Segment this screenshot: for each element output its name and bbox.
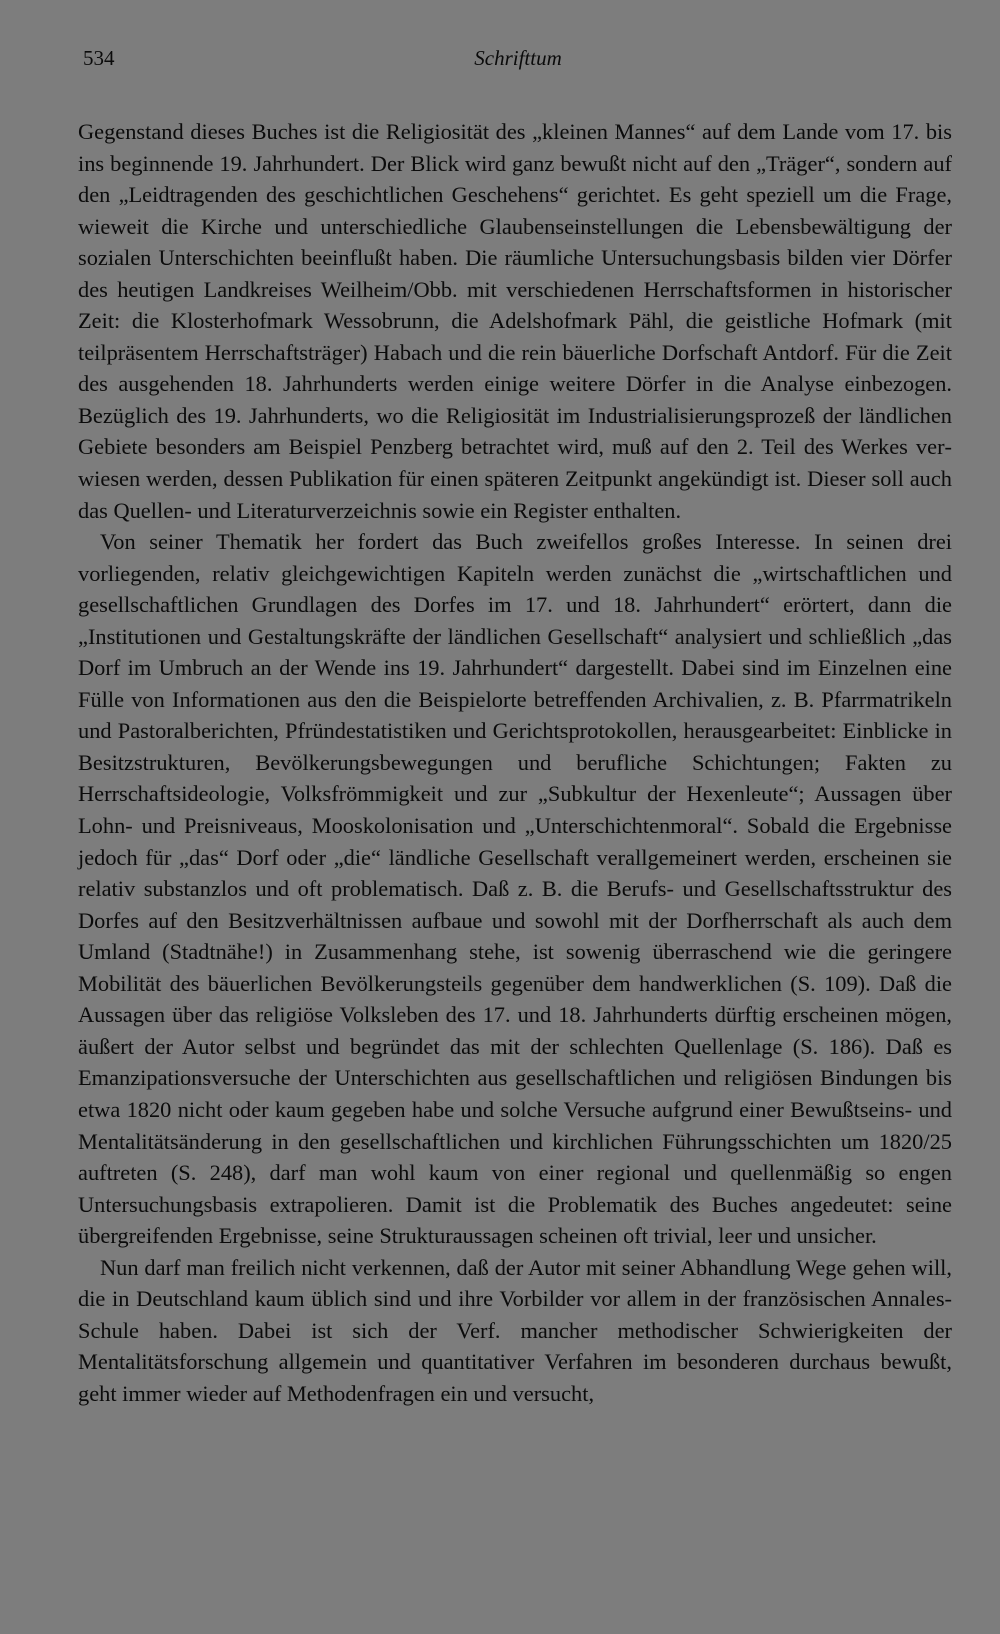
page-header: [83, 46, 953, 78]
paragraph-3: Nun darf man freilich nicht verkennen, daß der Autor mit seiner Abhandlung Wege gehen will, die in Deutschland kaum üblich sind und ihre Vorbilder vor allem in der französischen Annales-Schule haben. Dabei ist sich der Verf. mancher methodischer Schwierigkeiten der Mentalitätsforschung allgemein und quantitativer Verfahren im besonderen durchaus bewußt, geht immer wieder auf Methodenfragen ein und versucht,: [78, 1254, 952, 1406]
running-head: Schrifttum: [474, 46, 562, 70]
paragraph-1: Gegenstand dieses Buches ist die Religiosität des „kleinen Mannes“ auf dem Lande vom 17. bis ins beginnende 19. Jahrhundert. Der Blick wird ganz bewußt nicht auf den „Träger“, sondern auf den „Leidtragenden des geschichtlichen Geschehens“ gerichtet. Es geht speziell um die Frage, wieweit die Kirche und unterschiedliche Glaubenseinstellungen die Lebensbewältigung der sozialen Unterschichten beeinflußt haben. Die räumliche Untersuchungsbasis bilden vier Dörfer des heutigen Landkreises Weilheim/Obb. mit verschiedenen Herrschaftsformen in historischer Zeit: die Klosterhofmark Wessobrunn, die Adelshofmark Pähl, die geistliche Hofmark (mit teilpräsentem Herrschaftsträger) Habach und die rein bäuerliche Dorfschaft Antdorf. Für die Zeit des ausgehenden 18. Jahrhunderts werden einige weitere Dörfer in die Analyse einbezogen. Bezüglich des 19. Jahrhunderts, wo die Religiosität im Industrialisierungsprozeß der ländlichen Gebiete besonders am Beispiel Penzberg betrachtet wird, muß auf den 2. Teil des Werkes verwiesen werden, dessen Publikation für einen späteren Zeitpunkt angekündigt ist. Dieser soll auch das Quellen- und Literaturverzeichnis sowie ein Register enthalten.: [78, 119, 952, 523]
body-text: [78, 116, 952, 1409]
page-number: 534: [83, 46, 115, 70]
paragraph-2: Von seiner Thematik her fordert das Buch zweifellos großes Interesse. In seinen drei vorliegenden, relativ gleichgewichtigen Kapiteln werden zunächst die „wirtschaftlichen und gesellschaftlichen Grundlagen des Dorfes im 17. und 18. Jahrhundert“ erörtert, dann die „Institutionen und Gestaltungskräfte der ländlichen Gesellschaft“ analysiert und schließlich „das Dorf im Umbruch an der Wende ins 19. Jahrhundert“ dargestellt. Dabei sind im Einzelnen eine Fülle von Informationen aus den die Beispielorte betreffenden Archivalien, z. B. Pfarrmatrikeln und Pastoralberichten, Pfründestatistiken und Gerichtsprotokollen, herausgearbeitet: Einblicke in Besitzstrukturen, Bevölkerungsbewegungen und berufliche Schichtungen; Fakten zu Herrschaftsideologie, Volksfrömmigkeit und zur „Subkultur der Hexenleute“; Aussagen über Lohn- und Preisniveaus, Mooskolonisation und „Unterschichtenmoral“. Sobald die Ergebnisse jedoch für „das“ Dorf oder „die“ ländliche Gesellschaft verallgemeinert werden, erscheinen sie relativ substanzlos und oft problematisch. Daß z. B. die Berufs- und Gesellschaftsstruktur des Dorfes auf den Besitzverhältnissen aufbaue und sowohl mit der Dorfherrschaft als auch dem Umland (Stadtnähe!) in Zusammenhang stehe, ist sowenig überraschend wie die geringere Mobilität des bäuerlichen Bevölkerungsteils gegenüber dem handwerklichen (S. 109). Daß die Aussagen über das religiöse Volksleben des 17. und 18. Jahrhunderts dürftig erscheinen mögen, äußert der Autor selbst und begründet das mit der schlechten Quellenlage (S. 186). Daß es Emanzipationsversuche der Unterschichten aus gesellschaftlichen und religiösen Bindungen bis etwa 1820 nicht oder kaum gegeben habe und solche Versuche aufgrund einer Bewußtseins- und Mentalitätsänderung in den gesellschaftlichen und kirchlichen Führungsschichten um 1820/25 auftreten (S. 248), darf man wohl kaum von einer regional und quellenmäßig so engen Untersuchungsbasis extrapolieren. Damit ist die Problematik des Buches angedeutet: seine übergreifenden Ergebnisse, seine Strukturaussagen scheinen oft trivial, leer und unsicher.: [78, 529, 952, 1249]
